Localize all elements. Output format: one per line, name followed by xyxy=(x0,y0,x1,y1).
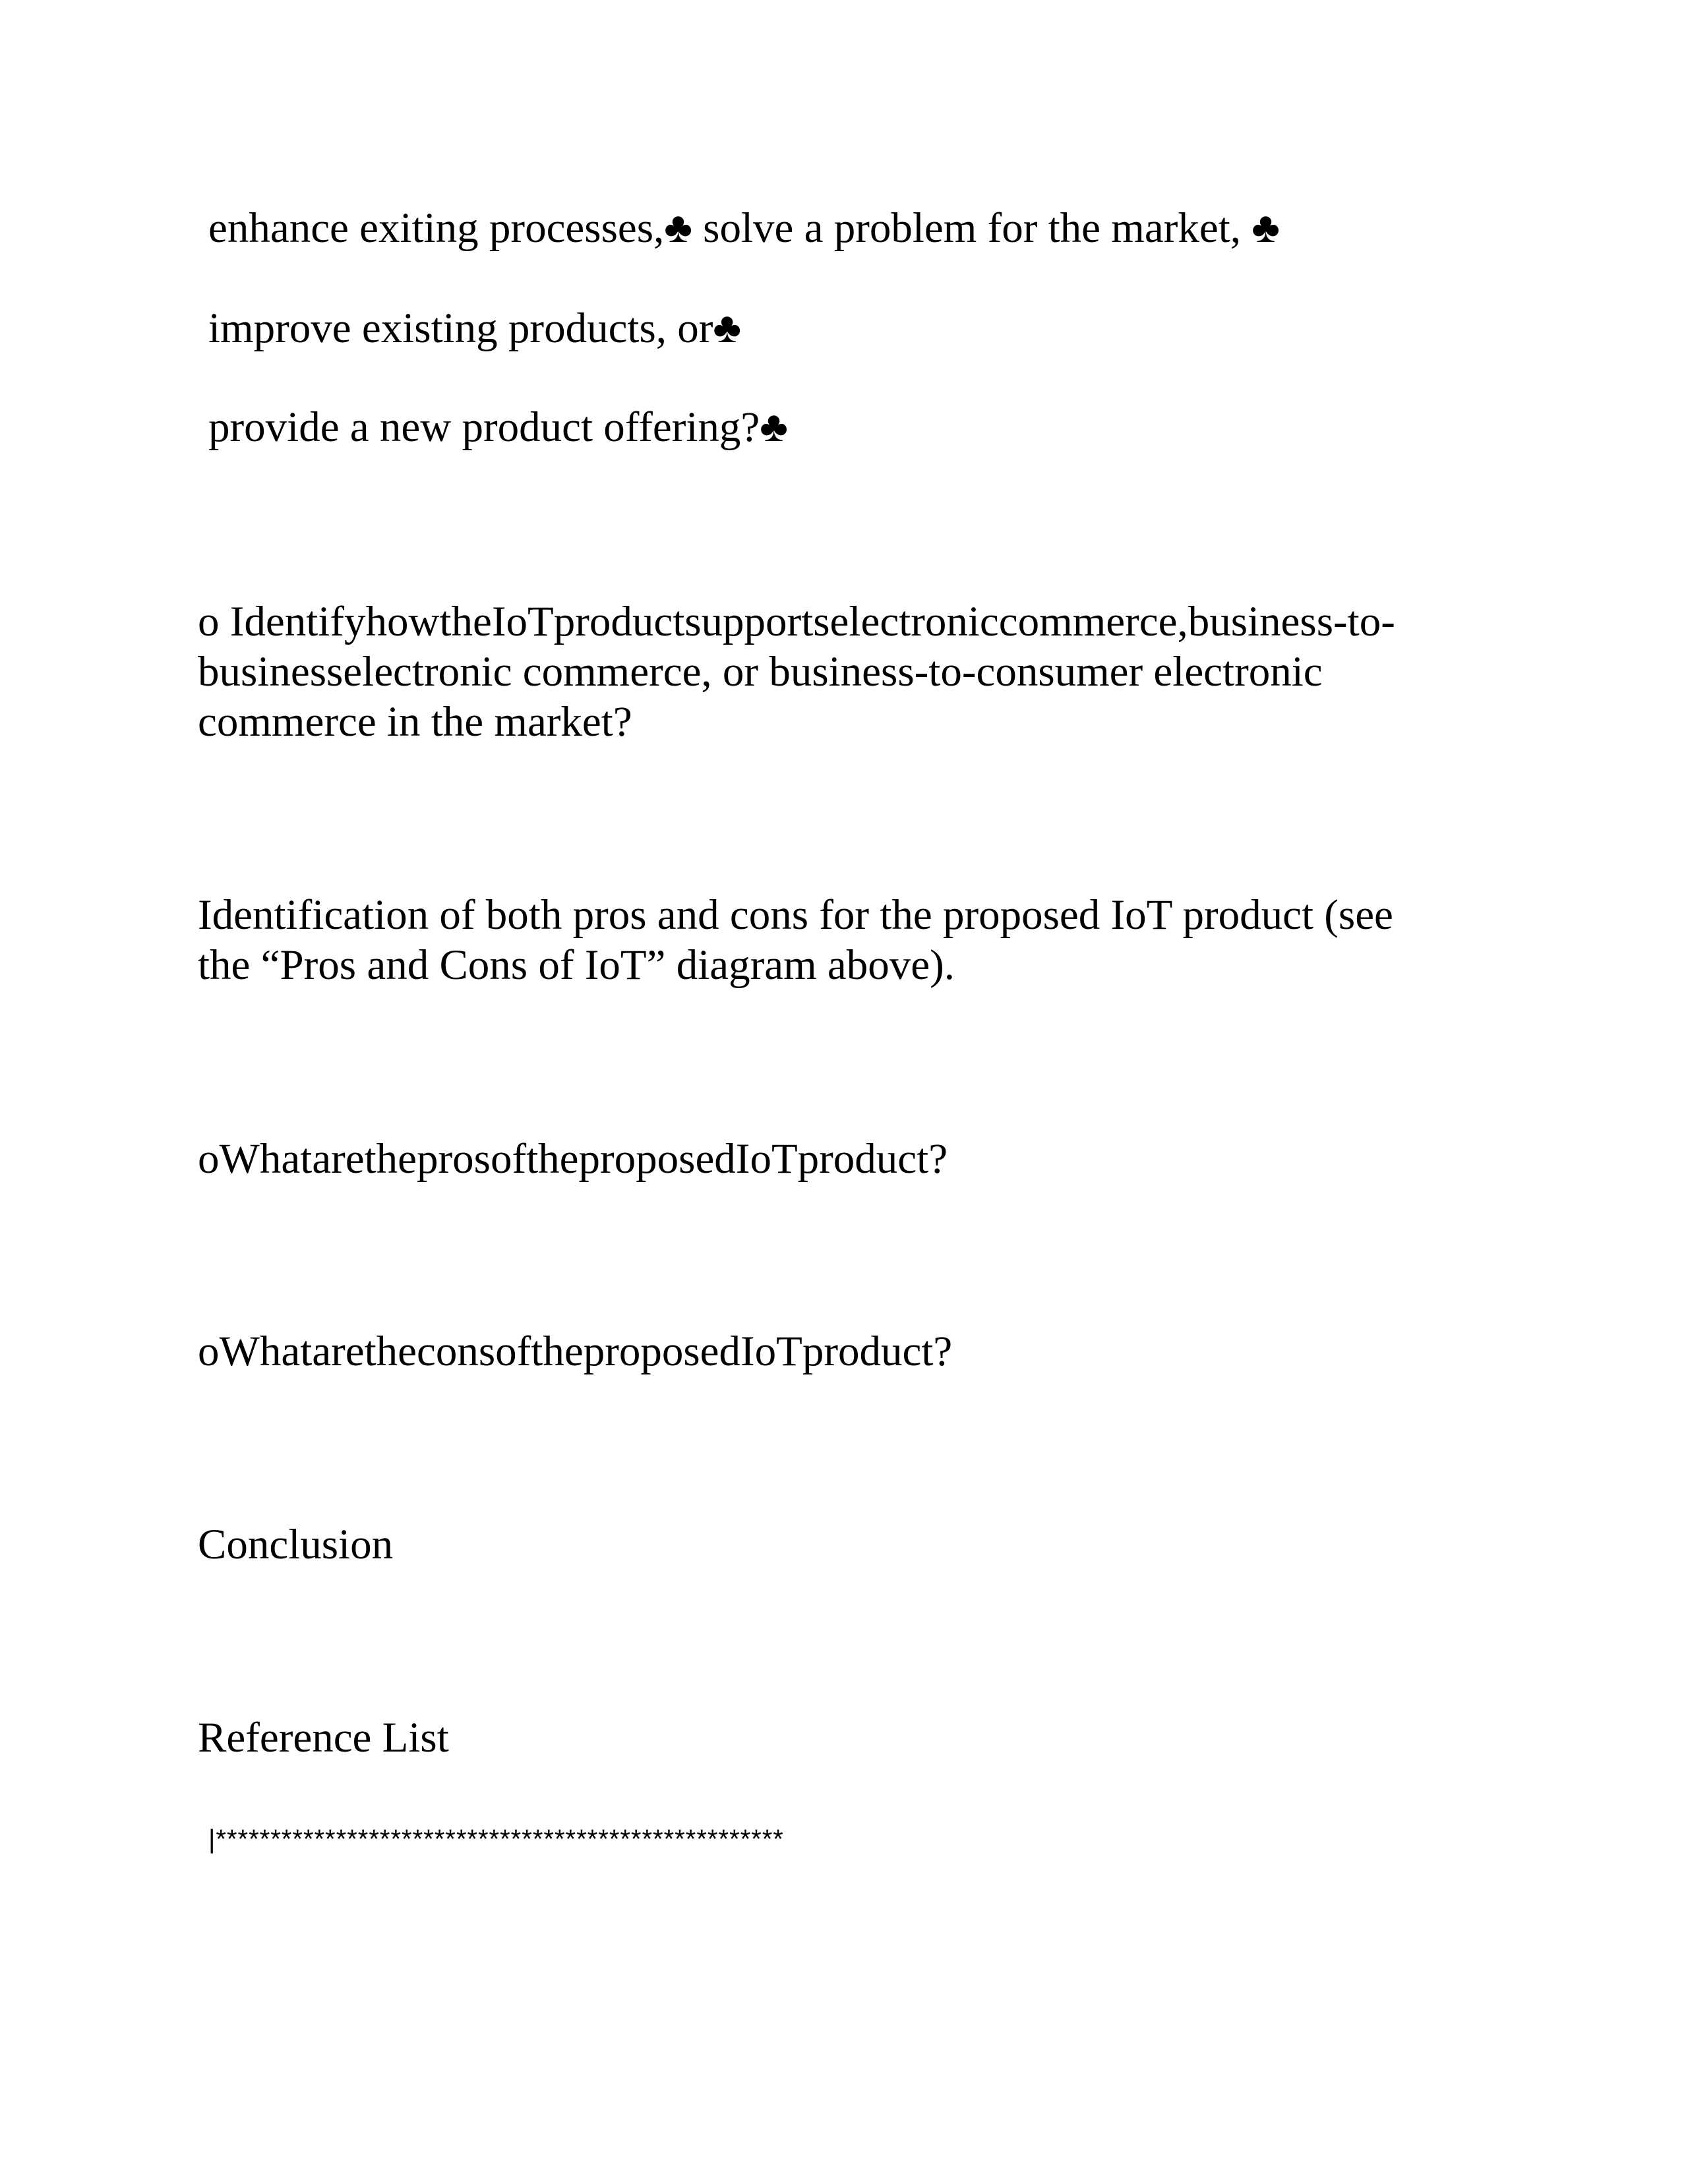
pros-cons-line-2: the “Pros and Cons of IoT” diagram above). xyxy=(198,941,955,989)
ecommerce-line-1: o IdentifyhowtheIoTproductsupportselectroniccommerce,business-to- xyxy=(198,598,1395,645)
bullet-new-product: provide a new product offering?♣ xyxy=(208,403,788,451)
asterisk-separator: |**************************************************** xyxy=(208,1825,784,1854)
ecommerce-line-3: commerce in the market? xyxy=(198,698,632,746)
cons-question: oWhataretheconsoftheproposedIoTproduct? xyxy=(198,1328,953,1375)
ecommerce-line-2: businesselectronic commerce, or business-to-consumer electronic xyxy=(198,648,1323,695)
bullet-enhance-processes: enhance exiting processes,♣ solve a problem for the market, ♣ xyxy=(208,204,1280,252)
ecommerce-paragraph xyxy=(198,597,1517,747)
conclusion-heading: Conclusion xyxy=(198,1521,394,1568)
pros-cons-paragraph xyxy=(198,890,1517,990)
pros-question: oWhataretheprosoftheproposedIoTproduct? xyxy=(198,1135,948,1183)
reference-list-heading: Reference List xyxy=(198,1714,449,1761)
pros-cons-line-1: Identification of both pros and cons for the proposed IoT product (see xyxy=(198,891,1393,939)
bullet-improve-products: improve existing products, or♣ xyxy=(208,305,742,352)
